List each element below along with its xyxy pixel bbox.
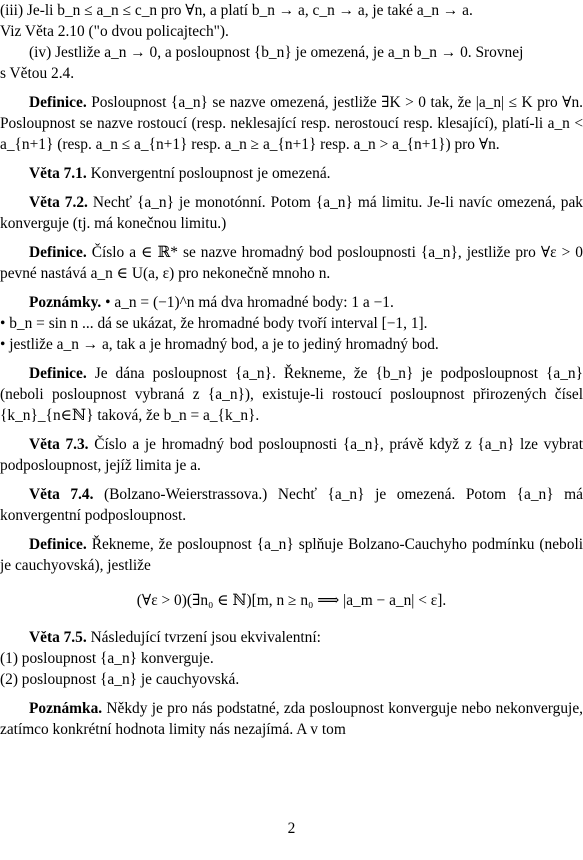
theorem-text: Konvergentní posloupnost je omezená. <box>90 165 331 182</box>
theorem-7-3 <box>0 434 583 476</box>
remark-text: Někdy je pro nás podstatné, zda posloupnost konverguje nebo nekonverguje, zatímco konkrétní hodnota limity nás nezajímá. A v tom <box>0 700 583 738</box>
theorem-7-5-line <box>0 627 583 648</box>
cauchy-formula: (∀ε > 0)(∃n₀ ∈ ℕ)[m, n ≥ n₀ ⟹ |a_m − a_n| < ε]. <box>136 592 447 609</box>
definition-label: Definice. <box>29 536 87 553</box>
theorem-label: Věta 7.4. <box>29 486 94 503</box>
theorem-text: Následující tvrzení jsou ekvivalentní: <box>90 629 321 646</box>
definition-label: Definice. <box>29 365 87 382</box>
definition-text: Řekneme, že posloupnost {a_n} splňuje Bolzano-Cauchyho podmínku (neboli je cauchyovská), jestliže <box>0 536 583 574</box>
page-number: 2 <box>287 820 296 837</box>
theorem-7-4 <box>0 484 583 526</box>
definition-text: Číslo a ∈ ℝ* se nazve hromadný bod posloupnosti {a_n}, jestliže pro ∀ε > 0 pevné nastává a_n ∈ U(a, ε) pro nekonečně mnoho n. <box>0 244 583 282</box>
item-iv-line1: (iv) Jestliže a_n → 0, a posloupnost {b_n} je omezená, je a_n b_n → 0. Srovnej <box>29 44 524 61</box>
theorem-7-5-item-1: (1) posloupnost {a_n} konverguje. <box>0 650 214 667</box>
remark-line-1 <box>0 292 583 313</box>
theorem-label: Věta 7.5. <box>29 629 87 646</box>
theorem-label: Věta 7.1. <box>29 165 87 182</box>
definition-text: Posloupnost {a_n} se nazve omezená, jestliže ∃K > 0 tak, že |a_n| ≤ K pro ∀n. Posloupnost se nazve rostoucí (resp. neklesající resp. nerostoucí resp. klesající), platí-li a_n < a_{n+1} (resp. a_n ≤ a_{n+1} resp. a_n ≥ a_{n+1} resp. a_n > a_{n+1}) pro ∀n. <box>0 94 583 153</box>
item-iv <box>0 42 583 63</box>
theorem-7-5-item-2: (2) posloupnost {a_n} je cauchyovská. <box>0 671 240 688</box>
remark-2: • b_n = sin n ... dá se ukázat, že hromadné body tvoří interval [−1, 1]. <box>0 315 428 332</box>
remark-note <box>0 698 583 740</box>
definition-bounded <box>0 92 583 155</box>
item-iii-line1: (iii) Je-li b_n ≤ a_n ≤ c_n pro ∀n, a platí b_n → a, c_n → a, je také a_n → a. <box>0 2 473 19</box>
theorem-7-1 <box>0 163 583 184</box>
theorem-label: Věta 7.2. <box>29 194 88 211</box>
remark-label: Poznámka. <box>29 700 103 717</box>
remark-3: • jestliže a_n → a, tak a je hromadný bod, a je to jediný hromadný bod. <box>0 336 439 353</box>
remark-1: • a_n = (−1)^n má dva hromadné body: 1 a −1. <box>105 294 394 311</box>
remarks <box>0 292 583 355</box>
remarks-label: Poznámky. <box>29 294 102 311</box>
item-iii <box>0 0 583 42</box>
theorem-label: Věta 7.3. <box>29 436 89 453</box>
item-iii-line2: Viz Věta 2.10 ("o dvou policajtech"). <box>0 23 229 40</box>
theorem-text: Číslo a je hromadný bod posloupnosti {a_n}, právě když z {a_n} lze vybrat podposloupnost, jejíž limita je a. <box>0 436 583 474</box>
theorem-text: (Bolzano-Weierstrassova.) Nechť {a_n} je omezená. Potom {a_n} má konvergentní podposloupnost. <box>0 486 583 524</box>
definition-cauchy <box>0 534 583 576</box>
definition-cluster-point <box>0 242 583 284</box>
definition-subsequence <box>0 363 583 426</box>
definition-label: Definice. <box>29 244 87 261</box>
theorem-7-2 <box>0 192 583 234</box>
theorem-7-5 <box>0 627 583 690</box>
item-iv-line2: s Větou 2.4. <box>0 65 75 82</box>
theorem-text: Nechť {a_n} je monotónní. Potom {a_n} má limitu. Je-li navíc omezená, pak konverguje (tj. má konečnou limitu.) <box>0 194 583 232</box>
definition-text: Je dána posloupnost {a_n}. Řekneme, že {b_n} je podposloupnost {a_n} (neboli posloupnost vybraná z {a_n}), existuje-li rostoucí posloupnost přirozených čísel {k_n}_{n∈ℕ} taková, že b_n = a_{k_n}. <box>0 365 583 424</box>
definition-label: Definice. <box>29 94 87 111</box>
